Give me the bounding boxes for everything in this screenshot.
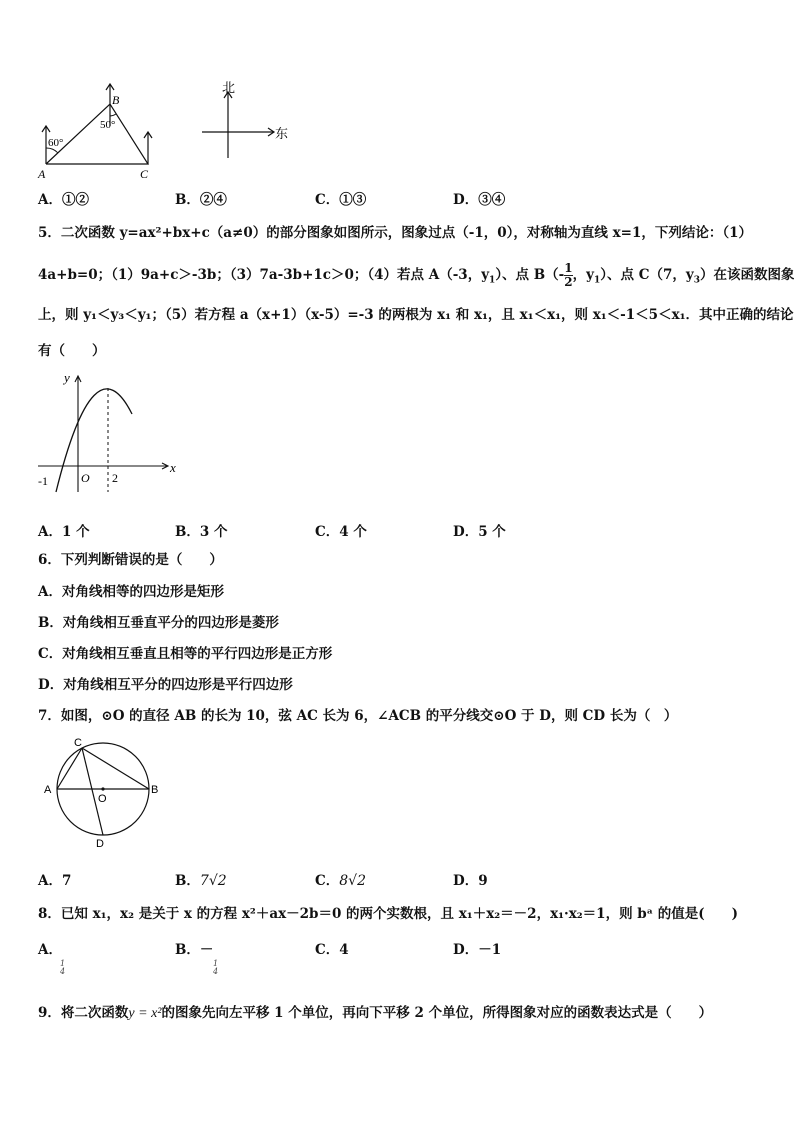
q9-stem: 9．将二次函数y = x²的图象先向左平移 1 个单位，再向下平移 2 个单位，所得图象对应的函数表达式是（ ） bbox=[38, 1005, 713, 1021]
q7-option-d[interactable]: D．9 bbox=[453, 873, 488, 889]
q5-option-c[interactable]: C．4 个 bbox=[315, 524, 367, 540]
circle-point-b: B bbox=[151, 784, 159, 796]
point-a-label: A bbox=[38, 167, 46, 180]
q8-stem: 8．已知 x₁，x₂ 是关于 x 的方程 x²＋ax－2b＝0 的两个实数根，且 x₁＋x₂＝－2，x₁·x₂＝1，则 bᵃ 的值是( ) bbox=[38, 906, 738, 922]
q8-option-c[interactable]: C．4 bbox=[315, 942, 349, 958]
q8-option-a[interactable]: A． 1 4 bbox=[38, 942, 66, 976]
two-label: 2 bbox=[112, 471, 118, 485]
q8-option-b-frac: 1 4 bbox=[213, 959, 219, 976]
neg-one-label: -1 bbox=[38, 474, 48, 488]
fraction-half: $\frac{1}{2}$ bbox=[564, 261, 573, 289]
circle-point-a: A bbox=[44, 784, 52, 796]
q8-option-b[interactable]: B．－ 1 4 bbox=[175, 942, 219, 976]
compass-figure bbox=[196, 78, 296, 168]
circle-figure bbox=[40, 734, 170, 852]
q4-option-c[interactable]: C．①③ bbox=[315, 192, 367, 208]
parabola-graph bbox=[34, 368, 184, 498]
triangle-figure bbox=[34, 80, 164, 180]
q5-stem-line2: 4a+b=0；（1）9a+c＞-3b；（3）7a-3b+1c＞0；（4）若点 A（-3，$y_1$）、点 $B(-\frac{1}{2}$ ，$y_1$）、点 C（7，$y_3$）在该函数图象 bbox=[38, 261, 794, 289]
q5-stem-line1: 5．二次函数 y=ax²+bx+c（a≠0）的部分图象如图所示，图象过点（-1，0），对称轴为直线 x=1，下列结论：（1） bbox=[38, 225, 752, 241]
point-b-label: B bbox=[112, 93, 120, 107]
q6-option-c[interactable]: C．对角线相互垂直且相等的平行四边形是正方形 bbox=[38, 646, 333, 662]
q5-option-d[interactable]: D．5 个 bbox=[453, 524, 506, 540]
y-axis-label: y bbox=[64, 370, 70, 385]
q5-stem-line4: 有（ ） bbox=[38, 343, 106, 359]
q7-option-c[interactable]: C．8√2 bbox=[315, 873, 366, 889]
q6-option-d[interactable]: D．对角线相互平分的四边形是平行四边形 bbox=[38, 677, 293, 693]
q7-option-c-value: 8√2 bbox=[339, 873, 366, 889]
q4-option-a[interactable]: A．①② bbox=[38, 192, 89, 208]
x-axis-label: x bbox=[170, 460, 176, 475]
circle-center-o: O bbox=[98, 793, 107, 805]
q8-option-d[interactable]: D．－1 bbox=[453, 942, 502, 958]
point-c-label: C bbox=[140, 167, 149, 180]
east-label: 东 bbox=[275, 127, 289, 142]
q7-stem: 7．如图，⊙O 的直径 AB 的长为 10，弦 AC 长为 6，∠ACB 的平分线交⊙O 于 D，则 CD 长为（ ） bbox=[38, 708, 678, 724]
q7-option-a[interactable]: A．7 bbox=[38, 873, 72, 889]
q7-option-b-value: 7√2 bbox=[199, 873, 227, 889]
q9-function: y = x² bbox=[128, 1006, 162, 1021]
q5-stem-line3: 上，则 y₁＜y₃＜y₁；（5）若方程 a（x+1）（x-5）=-3 的两根为 x₁ 和 x₁，且 x₁＜x₁，则 x₁＜-1＜5＜x₁．其中正确的结论 bbox=[38, 307, 794, 323]
q4-option-b[interactable]: B．②④ bbox=[175, 192, 227, 208]
q6-stem: 6．下列判断错误的是（ ） bbox=[38, 552, 223, 568]
circle-point-d: D bbox=[96, 838, 104, 850]
angle-60-label: 60° bbox=[48, 137, 64, 149]
origin-label: O bbox=[81, 471, 90, 485]
q8-option-a-frac: 1 4 bbox=[60, 959, 66, 976]
circle-point-c: C bbox=[74, 737, 82, 749]
angle-50-label: 50° bbox=[100, 119, 116, 131]
q7-option-b[interactable]: B．7√2 bbox=[175, 873, 227, 889]
q5-option-b[interactable]: B．3 个 bbox=[175, 524, 228, 540]
q6-option-a[interactable]: A．对角线相等的四边形是矩形 bbox=[38, 584, 224, 600]
q6-option-b[interactable]: B．对角线相互垂直平分的四边形是菱形 bbox=[38, 615, 279, 631]
q4-option-d[interactable]: D．③④ bbox=[453, 192, 506, 208]
q5-option-a[interactable]: A．1 个 bbox=[38, 524, 90, 540]
north-label: 北 bbox=[222, 81, 236, 96]
